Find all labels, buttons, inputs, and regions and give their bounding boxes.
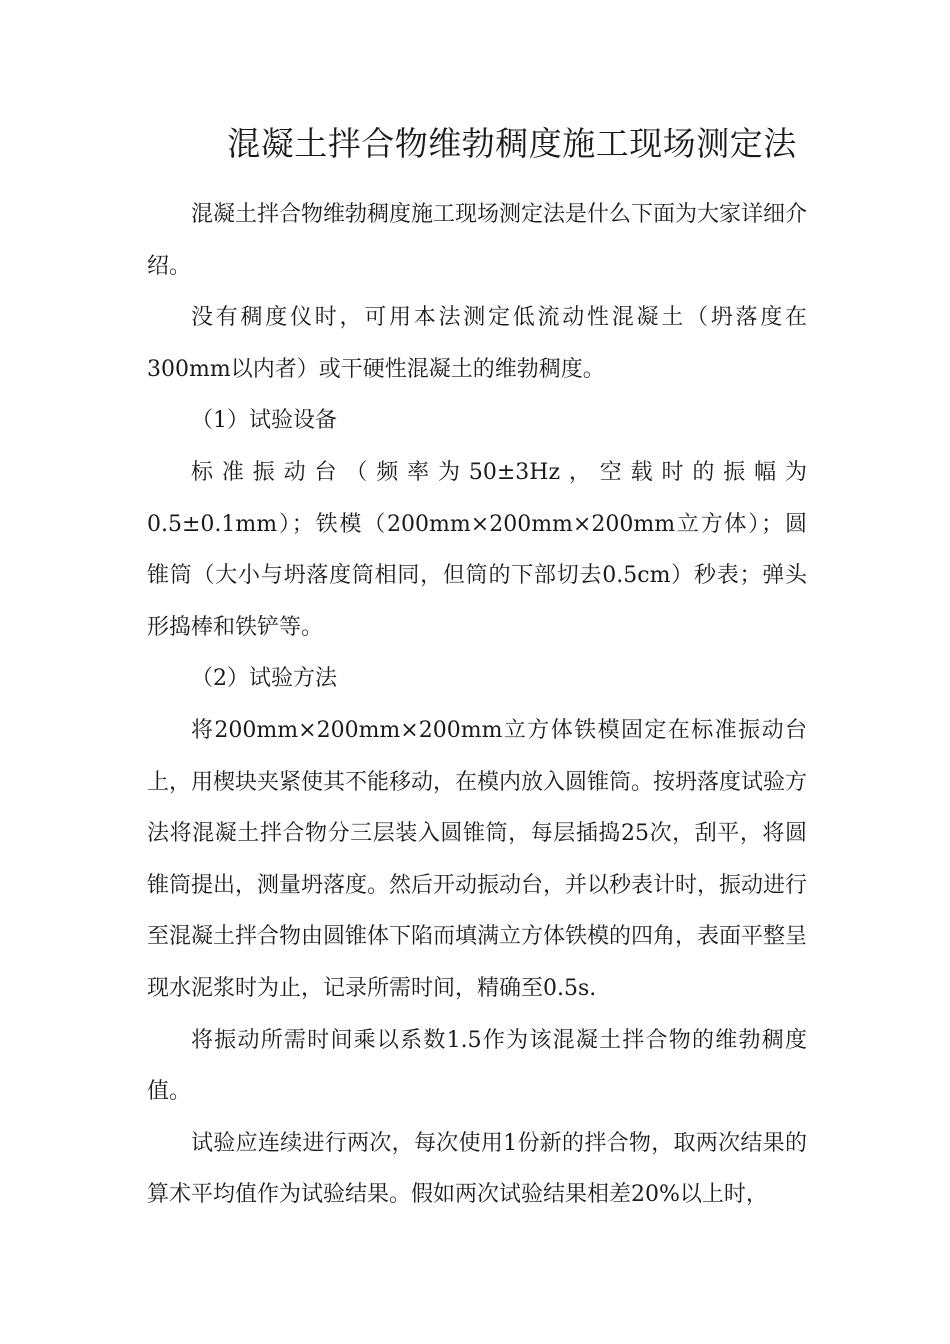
paragraph-method: 将200mm×200mm×200mm立方体铁模固定在标准振动台上，用楔块夹紧使其不能移动，在模内放入圆锥筒。按坍落度试验方法将混凝土拌合物分三层装入圆锥筒，每层插捣25次，刮平，将圆锥筒提出，测量坍落度。然后开动振动台，并以秒表计时，振动进行至混凝土拌合物由圆锥体下陷而填满立方体铁模的四角，表面平整呈现水泥浆时为止，记录所需时间，精确至0.5s.	[147, 717, 808, 1001]
paragraph-repeat-tests: 试验应连续进行两次，每次使用1份新的拌合物，取两次结果的算术平均值作为试验结果。假如两次试验结果相差20%以上时，	[147, 1130, 807, 1208]
paragraph-coefficient: 将振动所需时间乘以系数1.5作为该混凝土拌合物的维勃稠度值。	[147, 1027, 807, 1105]
paragraph-no-viscometer: 没有稠度仪时，可用本法测定低流动性混凝土（坍落度在300mm以内者）或干硬性混凝土的维勃稠度。	[147, 305, 807, 382]
section-heading-method: （2）试验方法	[191, 666, 337, 692]
paragraph-equipment: 标准振动台（频率为50±3Hz，空载时的振幅为0.5±0.1mm）；铁模（200mm×200mm×200mm立方体）；圆锥筒（大小与坍落度筒相同，但筒的下部切去0.5cm）秒表；弹头形捣棒和铁铲等。	[147, 459, 807, 640]
paragraph-intro: 混凝土拌合物维勃稠度施工现场测定法是什么下面为大家详细介绍。	[147, 202, 808, 279]
section-heading-equipment: （1）试验设备	[191, 408, 337, 434]
document-title: 混凝土拌合物维勃稠度施工现场测定法	[227, 124, 797, 163]
document-body	[147, 189, 807, 1221]
